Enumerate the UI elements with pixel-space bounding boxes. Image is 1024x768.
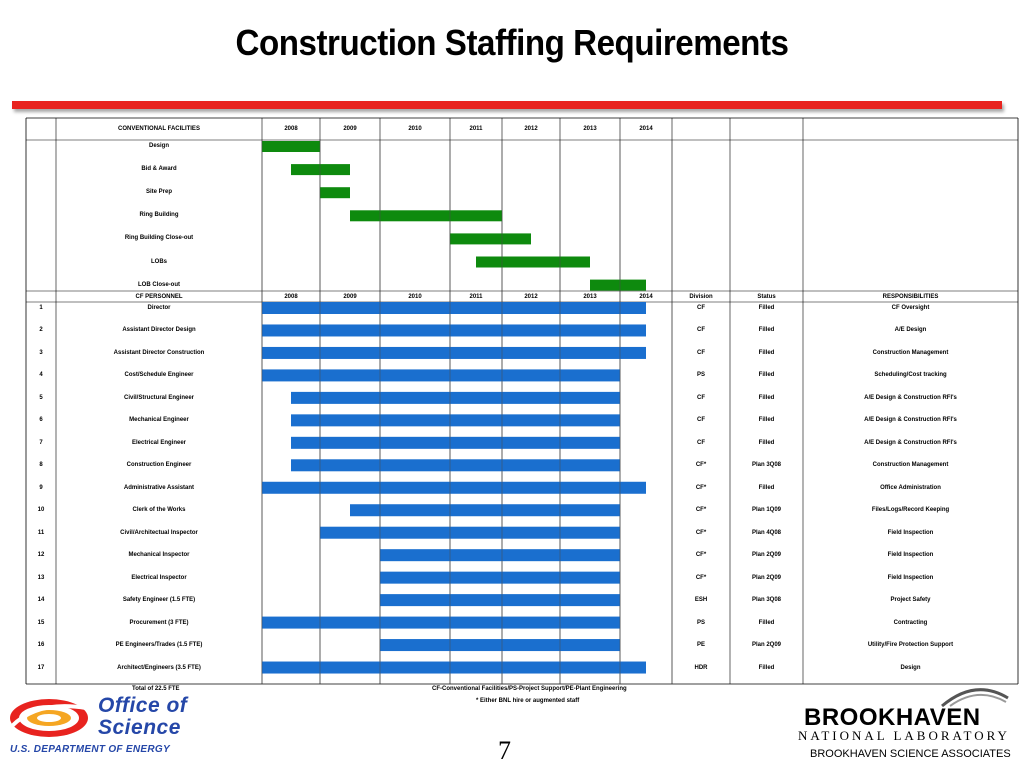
personnel-role: Assistant Director Construction <box>113 349 205 356</box>
personnel-status: Filled <box>758 484 775 491</box>
personnel-status: Filled <box>758 417 775 424</box>
personnel-bar <box>291 437 620 449</box>
personnel-role: Civil/Structural Engineer <box>123 394 195 401</box>
row-number: 11 <box>37 529 45 536</box>
year-header: 2011 <box>469 126 483 132</box>
year-header: 2014 <box>639 293 653 300</box>
personnel-role: Safety Engineer (1.5 FTE) <box>122 597 196 604</box>
total-fte-note: Total of 22.5 FTE <box>132 686 180 692</box>
personnel-status: Plan 2Q09 <box>751 574 781 581</box>
personnel-role: Electrical Engineer <box>131 439 187 446</box>
personnel-bar <box>262 324 646 336</box>
row-number: 13 <box>37 574 45 581</box>
personnel-status: Filled <box>758 372 775 379</box>
personnel-status: Filled <box>758 619 775 626</box>
page-number: 7 <box>498 736 511 765</box>
personnel-division: ESH <box>694 597 708 604</box>
facility-bar <box>350 210 502 221</box>
personnel-status: Plan 1Q09 <box>751 507 781 514</box>
facility-bar <box>291 164 350 175</box>
year-header: 2012 <box>524 293 538 300</box>
personnel-status: Plan 2Q09 <box>751 552 781 559</box>
personnel-responsibility: Scheduling/Cost tracking <box>874 372 947 379</box>
brookhaven-associates-text: BROOKHAVEN SCIENCE ASSOCIATES <box>810 748 1011 760</box>
personnel-bar <box>380 549 620 561</box>
personnel-role: Assistant Director Design <box>122 327 196 334</box>
year-header: 2013 <box>583 293 597 300</box>
personnel-responsibility: Files/Logs/Record Keeping <box>871 507 950 514</box>
row-number: 9 <box>39 484 43 491</box>
row-number: 16 <box>37 642 45 649</box>
personnel-responsibility: A/E Design & Construction RFI's <box>864 439 957 446</box>
facilities-header: CONVENTIONAL FACILITIES <box>118 126 200 132</box>
responsibilities-header: RESPONSIBILITIES <box>882 293 939 300</box>
brookhaven-logo <box>790 684 1020 764</box>
science-logo-text: Science <box>98 716 181 739</box>
personnel-status: Filled <box>758 327 775 334</box>
personnel-responsibility: A/E Design & Construction RFI's <box>864 417 957 424</box>
personnel-division: CF* <box>695 507 707 514</box>
division-header: Division <box>689 293 713 300</box>
doe-department-text: U.S. DEPARTMENT OF ENERGY <box>10 744 170 755</box>
personnel-division: CF <box>697 349 705 356</box>
year-header: 2008 <box>284 126 298 132</box>
personnel-status: Filled <box>758 305 775 311</box>
personnel-responsibility: Project Safety <box>890 597 931 604</box>
personnel-role: Civil/Architectual Inspector <box>120 529 198 536</box>
facility-label: Bid & Award <box>141 166 177 173</box>
personnel-status: Filled <box>758 439 775 446</box>
personnel-responsibility: CF Oversight <box>891 305 930 311</box>
personnel-role: Construction Engineer <box>126 462 192 469</box>
personnel-responsibility: A/E Design & Construction RFI's <box>864 394 957 401</box>
personnel-status: Plan 3Q08 <box>751 462 781 469</box>
brookhaven-wordmark: BROOKHAVEN <box>804 704 981 731</box>
row-number: 14 <box>37 597 45 604</box>
facility-bar <box>450 233 531 244</box>
personnel-division: CF <box>697 305 705 311</box>
personnel-bar <box>380 594 620 606</box>
staff-footnote: * Either BNL hire or augmented staff <box>476 698 580 704</box>
facility-bar <box>262 141 320 152</box>
personnel-bar <box>262 347 646 359</box>
personnel-role: Cost/Schedule Engineer <box>124 372 194 379</box>
personnel-responsibility: A/E Design <box>894 327 927 334</box>
personnel-division: CF <box>697 327 705 334</box>
personnel-division: PS <box>696 372 705 379</box>
personnel-division: CF* <box>695 574 707 581</box>
row-number: 7 <box>39 439 43 446</box>
personnel-bar <box>262 662 646 674</box>
personnel-responsibility: Field Inspection <box>887 529 934 536</box>
row-number: 10 <box>37 507 45 514</box>
row-number: 2 <box>39 327 43 334</box>
personnel-responsibility: Utility/Fire Protection Support <box>867 642 954 649</box>
personnel-division: CF* <box>695 552 707 559</box>
personnel-division: CF <box>697 417 705 424</box>
page-title: Construction Staffing Requirements <box>235 22 789 63</box>
facility-label: Site Prep <box>145 189 172 196</box>
personnel-role: Architect/Engineers (3.5 FTE) <box>117 664 201 671</box>
personnel-division: PS <box>696 619 705 626</box>
personnel-bar <box>350 504 620 516</box>
personnel-bar <box>262 617 620 629</box>
facility-label: Ring Building Close-out <box>124 235 194 242</box>
year-header: 2011 <box>469 293 483 300</box>
year-header: 2010 <box>408 293 422 300</box>
personnel-division: CF* <box>695 462 707 469</box>
personnel-bar <box>262 302 646 314</box>
personnel-status: Plan 3Q08 <box>751 597 781 604</box>
row-number: 5 <box>39 394 43 401</box>
personnel-division: HDR <box>694 664 708 671</box>
status-header: Status <box>757 293 776 300</box>
row-number: 15 <box>37 619 45 626</box>
personnel-bar <box>380 639 620 651</box>
row-number: 12 <box>37 552 45 559</box>
personnel-responsibility: Contracting <box>893 619 928 626</box>
year-header: 2013 <box>583 126 597 132</box>
office-of-logo-text: Office of <box>98 694 188 717</box>
facility-bar <box>320 187 350 198</box>
facility-label: LOB Close-out <box>138 281 180 288</box>
personnel-division: PE <box>696 642 705 649</box>
personnel-status: Filled <box>758 664 775 671</box>
year-header: 2010 <box>408 126 422 132</box>
personnel-bar <box>380 572 620 584</box>
personnel-status: Filled <box>758 349 775 356</box>
personnel-responsibility: Field Inspection <box>887 552 934 559</box>
personnel-role: Director <box>147 305 171 311</box>
year-header: 2009 <box>343 293 357 300</box>
personnel-role: Procurement (3 FTE) <box>129 619 189 626</box>
personnel-role: Administrative Assistant <box>123 484 195 491</box>
row-number: 4 <box>39 372 43 379</box>
personnel-division: CF* <box>695 529 707 536</box>
row-number: 17 <box>37 664 45 671</box>
personnel-division: CF* <box>695 484 707 491</box>
personnel-division: CF <box>697 439 705 446</box>
year-header: 2014 <box>639 126 653 132</box>
personnel-responsibility: Construction Management <box>872 462 949 469</box>
row-number: 1 <box>39 305 43 311</box>
personnel-responsibility: Office Administration <box>880 484 941 491</box>
facility-label: LOBs <box>150 258 167 265</box>
personnel-role: PE Engineers/Trades (1.5 FTE) <box>115 642 203 649</box>
facility-bar <box>476 257 590 268</box>
personnel-bar <box>320 527 620 539</box>
personnel-status: Filled <box>758 394 775 401</box>
row-number: 6 <box>39 417 43 424</box>
year-header: 2012 <box>524 126 538 132</box>
personnel-responsibility: Construction Management <box>872 349 949 356</box>
personnel-bar <box>291 414 620 426</box>
year-header: 2009 <box>343 126 357 132</box>
division-legend: CF-Conventional Facilities/PS-Project Support/PE-Plant Engineering <box>432 686 627 692</box>
personnel-bar <box>291 459 620 471</box>
personnel-bar <box>262 482 646 494</box>
facility-label: Ring Building <box>139 212 179 219</box>
personnel-header: CF PERSONNEL <box>135 293 183 300</box>
year-header: 2008 <box>284 293 298 300</box>
personnel-role: Electrical Inspector <box>131 574 187 581</box>
personnel-role: Mechanical Engineer <box>129 417 189 424</box>
personnel-division: CF <box>697 394 705 401</box>
row-number: 3 <box>39 349 43 356</box>
facility-bar <box>590 280 646 291</box>
office-of-science-logo <box>6 692 216 762</box>
personnel-bar <box>291 392 620 404</box>
personnel-responsibility: Design <box>900 664 921 671</box>
personnel-role: Mechanical Inspector <box>128 552 190 559</box>
row-number: 8 <box>39 462 43 469</box>
personnel-status: Plan 4Q08 <box>751 529 781 536</box>
doe-swirl-icon <box>8 696 90 740</box>
personnel-bar <box>262 369 620 381</box>
facility-label: Design <box>148 143 169 149</box>
personnel-responsibility: Field Inspection <box>887 574 934 581</box>
national-laboratory-text: NATIONAL LABORATORY <box>798 728 1010 743</box>
personnel-status: Plan 2Q09 <box>751 642 781 649</box>
personnel-role: Clerk of the Works <box>132 507 186 514</box>
